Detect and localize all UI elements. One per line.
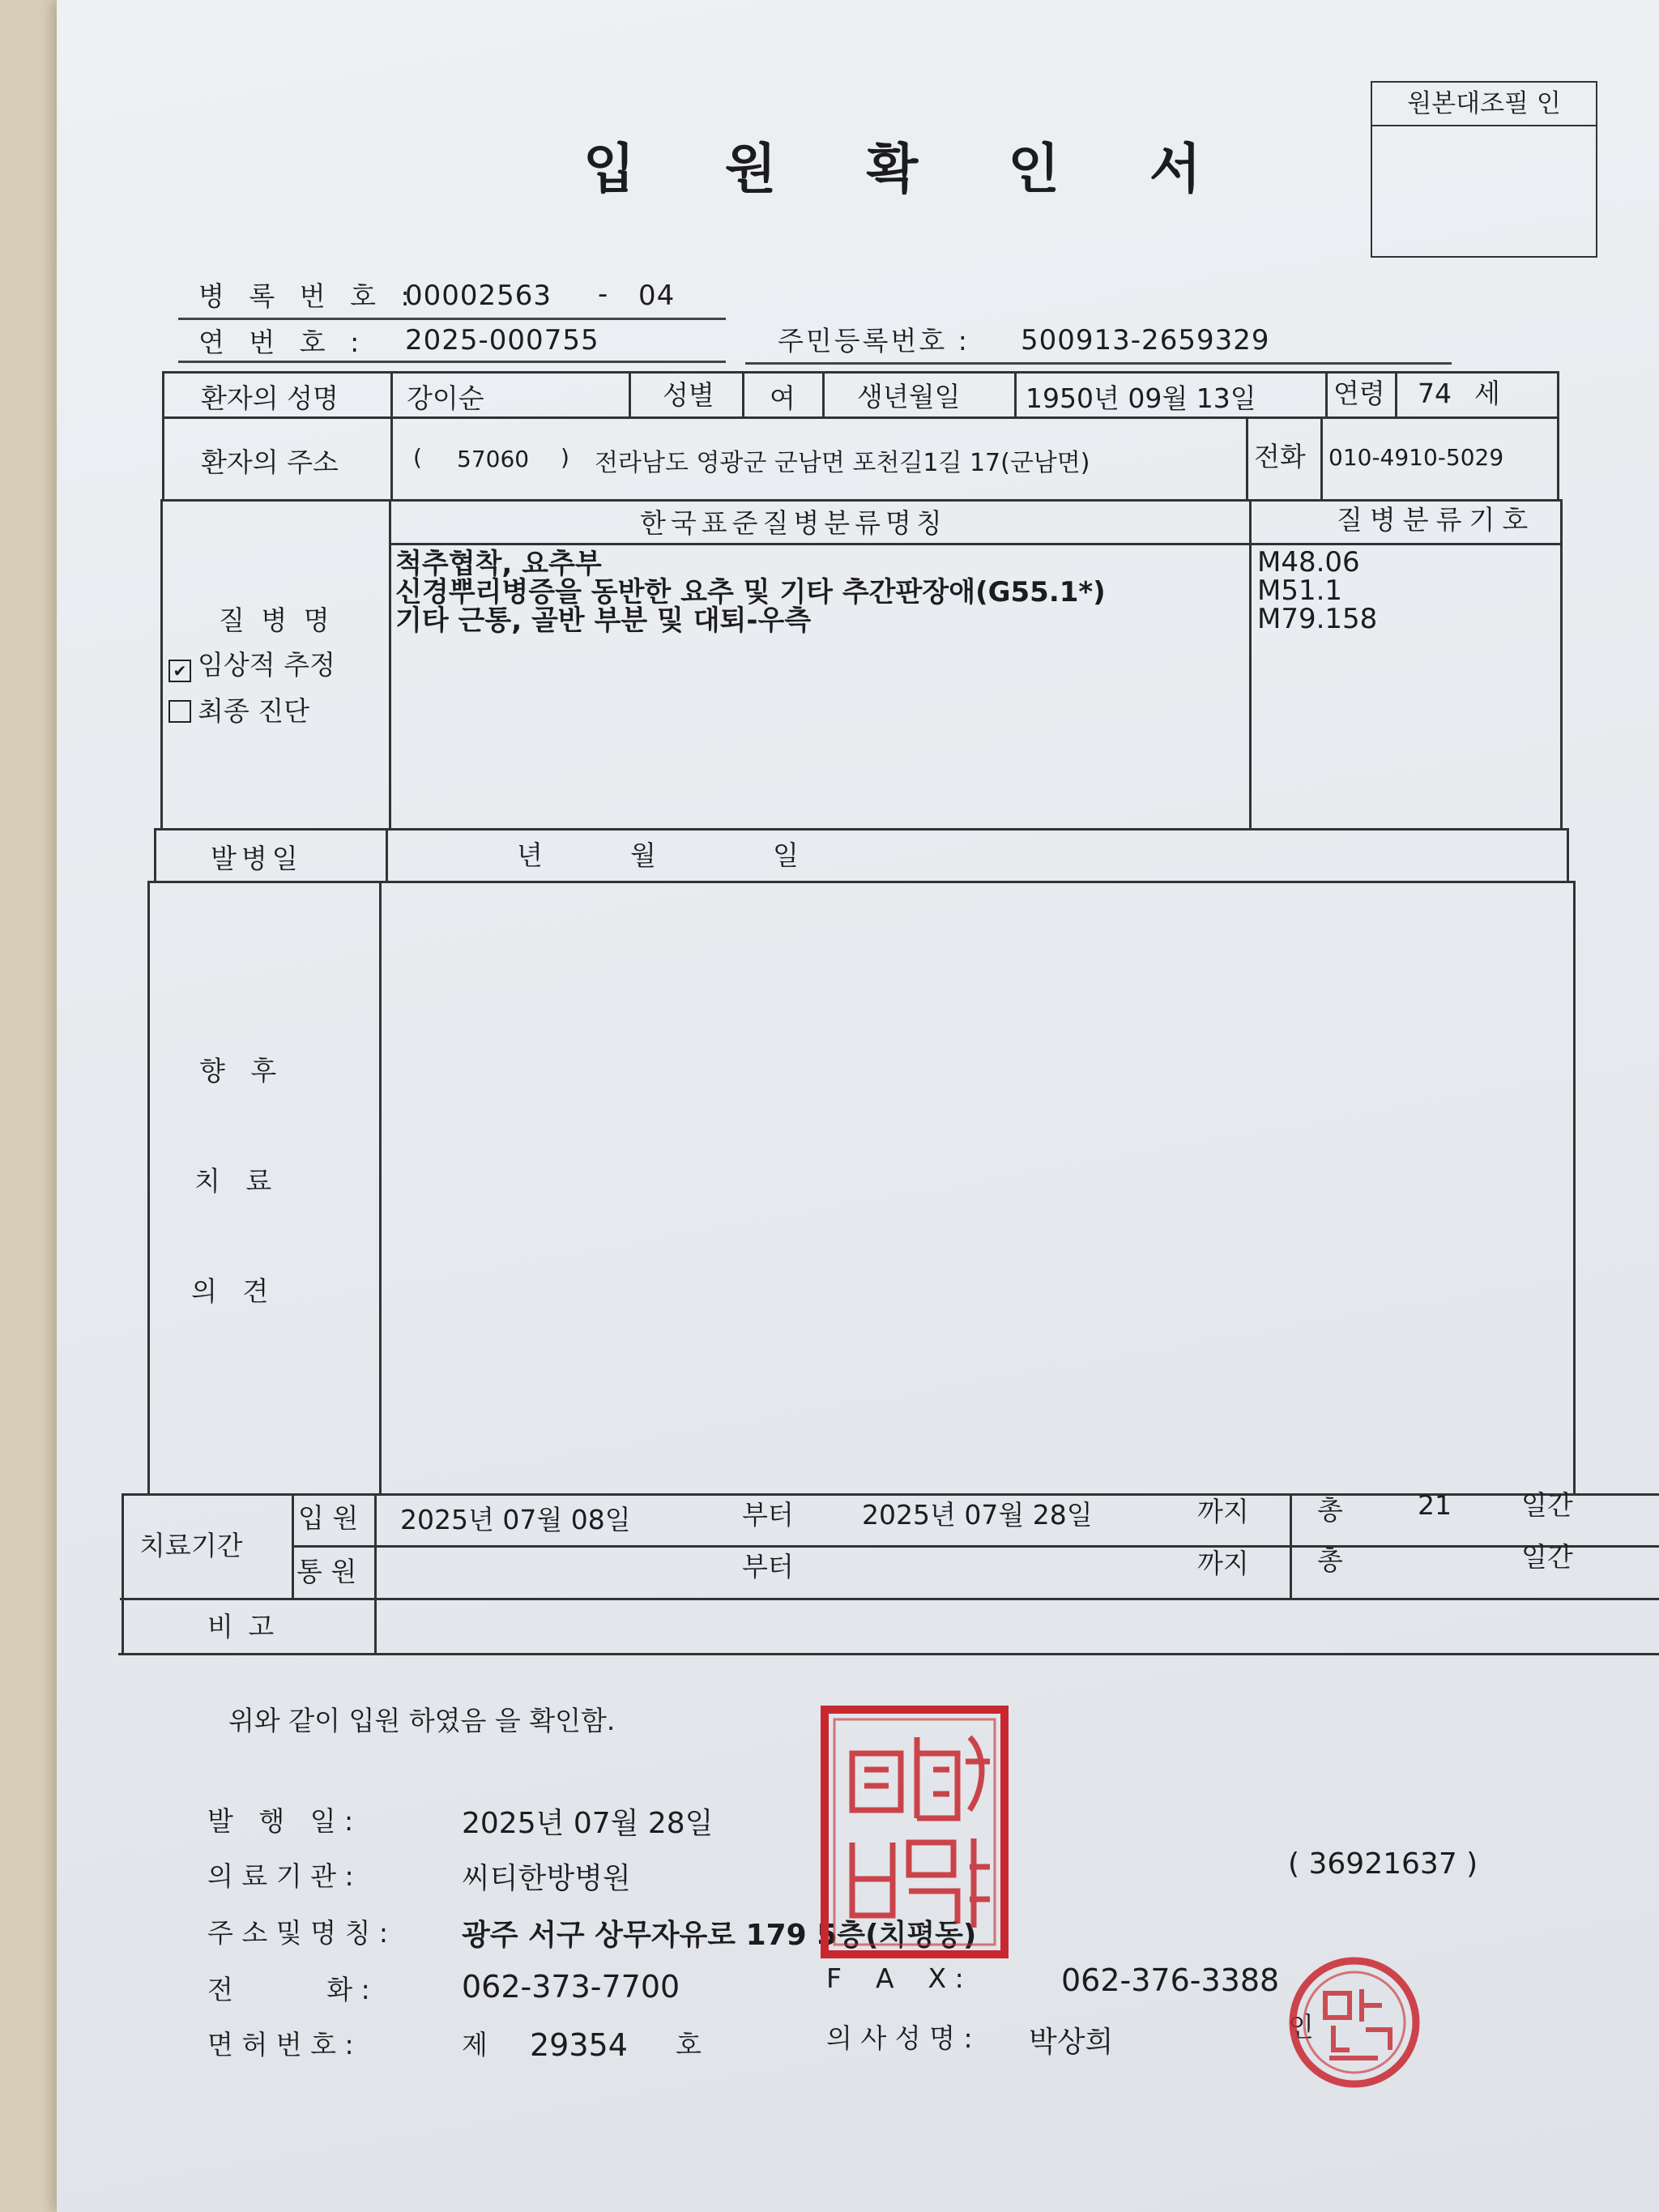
issue-date-label: 발 행 일 : <box>207 1805 354 1837</box>
inpatient-days: 21 <box>1418 1489 1452 1521</box>
clinical-estimate-option[interactable] <box>168 644 335 682</box>
opinion-label-3: 의 견 <box>191 1275 269 1307</box>
disease-code-2: M51.1 <box>1257 574 1343 607</box>
outpatient-to-label: 까지 <box>1197 1548 1249 1579</box>
hospital-phone-label: 전 화 : <box>207 1974 370 2005</box>
sex-value: 여 <box>770 382 795 414</box>
inpatient-total-label: 총 <box>1317 1494 1343 1526</box>
doctor-seal-icon <box>1285 1953 1424 2092</box>
original-verification-label: 원본대조필 인 <box>1372 83 1596 126</box>
patient-name: 강이순 <box>407 382 484 414</box>
license-suffix: 호 <box>676 2029 702 2060</box>
age-unit: 세 <box>1474 378 1500 409</box>
onset-month-label: 월 <box>630 839 656 871</box>
diagnosis-3: 기타 근통, 골반 부분 및 대퇴-우측 <box>395 604 812 637</box>
postal-close: ) <box>561 444 569 471</box>
outpatient-from-label: 부터 <box>742 1551 794 1582</box>
seal-mark: 인 <box>1288 2011 1314 2043</box>
hospital-phone: 062-373-7700 <box>462 1969 680 2005</box>
fax-label: F A X : <box>826 1962 964 1994</box>
final-diagnosis-checkbox[interactable] <box>168 700 191 723</box>
code-header: 질병분류기호 <box>1337 504 1536 536</box>
inpatient-label: 입 원 <box>298 1502 359 1534</box>
record-underline <box>178 318 726 320</box>
resident-no-label: 주민등록번호 : <box>778 325 970 357</box>
license-number: 29354 <box>530 2027 628 2063</box>
outpatient-total-label: 총 <box>1317 1544 1343 1576</box>
document-page <box>57 0 1659 2212</box>
doctor-label: 의 사 성 명 : <box>826 2022 973 2054</box>
resident-underline <box>745 362 1452 365</box>
record-no: 00002563 <box>405 280 552 312</box>
treatment-period-label: 치료기간 <box>139 1530 243 1561</box>
opinion-label-1: 향 후 <box>199 1055 277 1087</box>
document-title: 입 원 확 인 서 <box>583 138 1237 200</box>
final-diagnosis-label: 최종 진단 <box>198 695 310 727</box>
institution-code: ( 36921637 ) <box>1288 1847 1478 1881</box>
address-label: 환자의 주소 <box>201 446 339 478</box>
doctor-name: 박상희 <box>1029 2026 1114 2059</box>
remarks-label: 비 고 <box>207 1611 278 1642</box>
inpatient-from: 2025년 07월 08일 <box>400 1504 631 1535</box>
patient-name-label: 환자의 성명 <box>201 382 339 414</box>
outpatient-label: 통 원 <box>296 1556 357 1587</box>
inpatient-from-label: 부터 <box>742 1499 794 1531</box>
diagnosis-1: 척추협착, 요추부 <box>395 548 602 580</box>
original-verification-box <box>1371 81 1597 258</box>
inpatient-to-label: 까지 <box>1197 1496 1249 1527</box>
kcd-header: 한국표준질병분류명칭 <box>640 507 947 539</box>
license-label: 면 허 번 호 : <box>207 2029 354 2060</box>
outpatient-days-label: 일간 <box>1521 1541 1573 1573</box>
phone-label: 전화 <box>1254 441 1306 472</box>
birth-value: 1950년 09월 13일 <box>1026 382 1256 414</box>
patient-address: 전라남도 영광군 군남면 포천길1길 17(군남면) <box>595 449 1090 477</box>
clinical-estimate-label: 임상적 추정 <box>198 649 335 681</box>
opinion-label-2: 치 료 <box>194 1165 272 1197</box>
onset-day-label: 일 <box>773 839 799 871</box>
record-no-label: 병 록 번 호 : <box>198 280 418 312</box>
diagnosis-2: 신경뿌리병증을 동반한 요추 및 기타 추간판장애(G55.1*) <box>395 576 1106 609</box>
issue-date: 2025년 07월 28일 <box>462 1807 714 1840</box>
record-suffix: 04 <box>638 280 676 312</box>
inpatient-to: 2025년 07월 28일 <box>862 1499 1093 1531</box>
disease-code-1: M48.06 <box>1257 546 1360 579</box>
disease-code-3: M79.158 <box>1257 603 1378 635</box>
institution-name: 씨티한방병원 <box>462 1862 631 1895</box>
license-prefix: 제 <box>462 2029 488 2060</box>
onset-label: 발병일 <box>211 843 303 874</box>
age-label: 연령 <box>1333 378 1385 409</box>
patient-phone: 010-4910-5029 <box>1328 444 1504 471</box>
postal-open: ( <box>413 444 422 471</box>
hospital-address-label: 주 소 및 명 칭 : <box>207 1917 388 1949</box>
hospital-address: 광주 서구 상무자유로 179 5층(치평동) <box>462 1919 977 1952</box>
clinical-estimate-checkbox[interactable]: ✔ <box>168 660 191 682</box>
serial-underline <box>178 361 726 363</box>
hospital-seal-icon <box>820 1705 1009 1959</box>
institution-label: 의 료 기 관 : <box>207 1860 354 1892</box>
resident-no: 500913-2659329 <box>1021 324 1270 357</box>
record-dash: - <box>598 278 609 310</box>
age-value: 74 <box>1418 378 1452 409</box>
fax-number: 062-376-3388 <box>1061 1962 1280 1998</box>
confirm-text: 위와 같이 입원 하였음 을 확인함. <box>228 1705 616 1736</box>
postal-code: 57060 <box>457 446 530 472</box>
sex-label: 성별 <box>663 379 714 411</box>
disease-section-label: 질 병 명 <box>219 604 334 636</box>
serial-no-label: 연 번 호 : <box>198 327 368 358</box>
serial-no: 2025-000755 <box>405 324 599 357</box>
birth-label: 생년월일 <box>857 381 961 412</box>
final-diagnosis-option[interactable] <box>168 690 309 728</box>
inpatient-days-label: 일간 <box>1521 1489 1573 1521</box>
onset-year-label: 년 <box>517 839 543 871</box>
